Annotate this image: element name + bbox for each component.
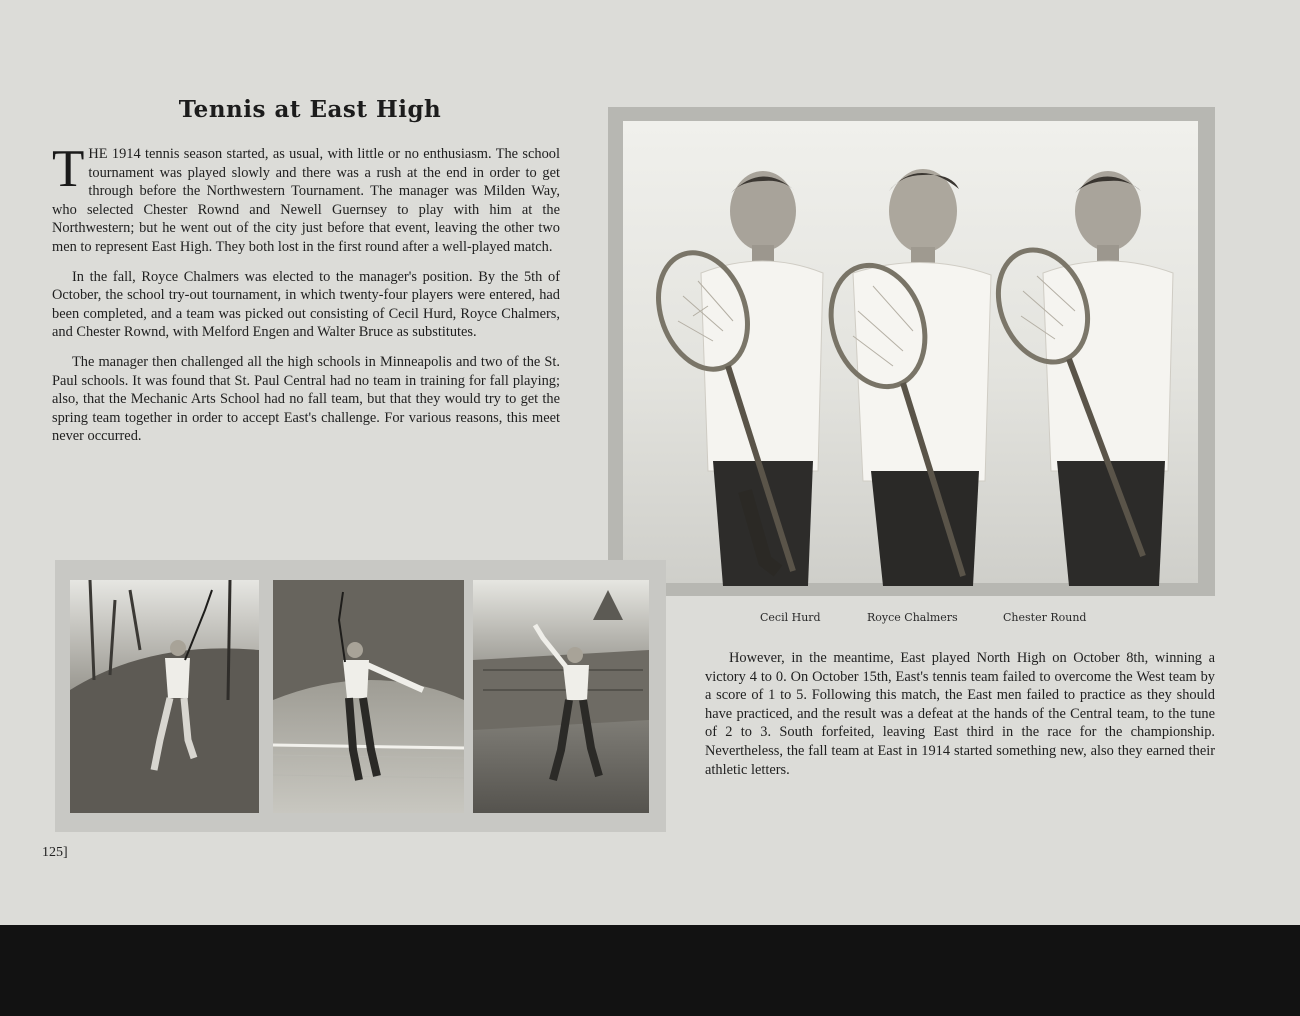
image-border-bar	[0, 925, 1300, 1016]
player-figure-center	[823, 151, 998, 586]
article-title: Tennis at East High	[178, 96, 442, 123]
action-photo-2	[273, 580, 464, 813]
article-paragraph-1-text: HE 1914 tennis season started, as usual, with little or no enthusiasm. The school tournament was played slowly and there was a rush at the end in order to get through before the Northwestern Tournament. The manager was Milden Way, who selected Chester Rownd and Newell Guernsey to play with him at the Northwestern; but he went out of the city just before that event, leaving the other two men to represent East High. They both lost in the first round after a well-played match.	[52, 146, 560, 255]
player-figure-left	[653, 161, 828, 586]
page-number: 125]	[42, 845, 68, 860]
drop-cap: T	[52, 140, 85, 198]
team-group-photo	[608, 107, 1215, 596]
caption-cecil-hurd: Cecil Hurd	[760, 611, 821, 624]
caption-chester-round: Chester Round	[1003, 611, 1087, 624]
group-photo-image	[623, 121, 1198, 583]
action-photo-1	[70, 580, 259, 813]
action-photos-strip	[55, 560, 666, 832]
caption-royce-chalmers: Royce Chalmers	[867, 611, 958, 624]
article-paragraph-3: The manager then challenged all the high schools in Minneapolis and two of the St. Paul schools. It was found that St. Paul Central had no team in training for fall playing; also, that the Mechanic Arts School had no fall team, but that they would try to get the spring team together in order to accept East's challenge. For various reasons, this meet never occurred.	[52, 353, 560, 445]
article-paragraph-4: However, in the meantime, East played North High on October 8th, winning a victory 4 to 0. On October 15th, East's tennis team failed to overcome the West team by a score of 1 to 5. Following this match, the East men failed to practice as they should have practiced, and the result was a defeat at the hands of the Central team, to the tune of 2 to 3. South forfeited, leaving East third in the race for the championship. Nevertheless, the fall team at East in 1914 started something new, also they earned their athletic letters.	[705, 650, 1215, 778]
action-photo-3-scene	[473, 580, 649, 813]
article-paragraph-2: In the fall, Royce Chalmers was elected to the manager's position. By the 5th of October, the school try-out tournament, in which twenty-four players were entered, had been completed, and a team was picked out consisting of Cecil Hurd, Royce Chalmers, and Chester Rownd, with Melford Engen and Walter Bruce as substitutes.	[52, 268, 560, 341]
left-text-column	[52, 140, 560, 457]
article-paragraph-1	[52, 140, 560, 257]
right-text-column	[705, 649, 1215, 779]
action-photo-2-scene	[273, 580, 464, 813]
action-photo-1-scene	[70, 580, 259, 813]
player-figure-right	[993, 161, 1183, 586]
action-photo-3	[473, 580, 649, 813]
